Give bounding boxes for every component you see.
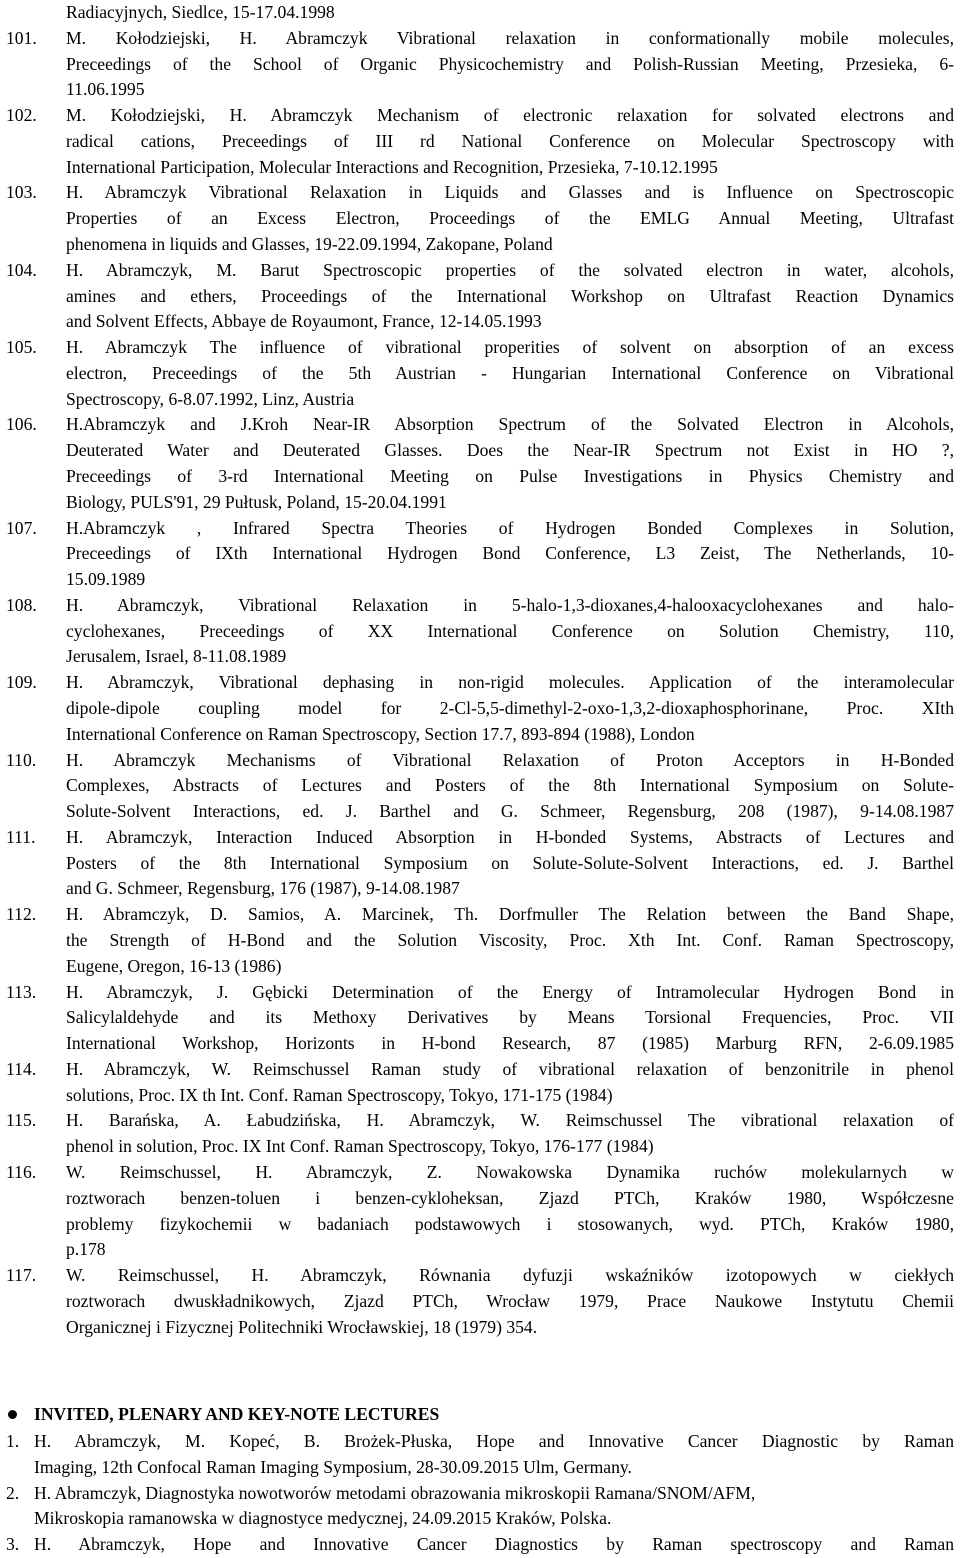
pub-number: 103. [6,182,37,202]
pub-number: 109. [6,672,37,692]
pub-line: roztworach benzen-toluen i benzen-cykloheksan, Zjazd PTCh, Kraków 1980, Współczesne [66,1188,954,1208]
pub-line: amines and ethers, Proceedings of the International Workshop on Ultrafast Reaction Dynamics [66,286,954,306]
pub-line: cyclohexanes, Preceedings of XX International Conference on Solution Chemistry, 110, [66,621,954,641]
section-heading: INVITED, PLENARY AND KEY-NOTE LECTURES [34,1404,440,1424]
pub-line: phenomena in liquids and Glasses, 19-22.09.1994, Zakopane, Poland [66,234,553,254]
pub-number: 106. [6,414,37,434]
pub-line: 15.09.1989 [66,569,146,589]
pub-number: 112. [6,904,37,924]
lecture-number: 3. [6,1534,20,1554]
pub-number: 116. [6,1162,37,1182]
pub-line: radical cations, Preceedings of III rd National Conference on Molecular Spectroscopy with [66,131,954,151]
pub-line: Jerusalem, Israel, 8-11.08.1989 [66,646,287,666]
pub-line: H. Abramczyk, Vibrational Relaxation in 5-halo-1,3-dioxanes,4-halooxacyclohexanes and halo- [66,595,954,615]
pub-line: International Workshop, Horizonts in H-bond Research, 87 (1985) Marburg RFN, 2-6.09.1985 [66,1033,954,1053]
pub-line: Organicznej i Fizycznej Politechniki Wrocławskiej, 18 (1979) 354. [66,1317,538,1337]
pub-line: H. Abramczyk, Interaction Induced Absorption in H-bonded Systems, Abstracts of Lectures and [66,827,954,847]
pub-number: 117. [6,1265,37,1285]
pub-line: International Conference on Raman Spectroscopy, Section 17.7, 893-894 (1988), London [66,724,695,744]
pub-line: problemy fizykochemii w badaniach podstawowych i stosowanych, wyd. PTCh, Kraków 1980, [66,1214,954,1234]
pub-line: Preceedings of the School of Organic Physicochemistry and Polish-Russian Meeting, Przesieka, 6- [66,54,954,74]
pub-line: H. Abramczyk Mechanisms of Vibrational Relaxation of Proton Acceptors in H-Bonded [66,750,954,770]
pub-line: H.Abramczyk and J.Kroh Near-IR Absorption Spectrum of the Solvated Electron in Alcohols, [66,414,954,434]
pub-line: and Solvent Effects, Abbaye de Royaumont, France, 12-14.05.1993 [66,311,542,331]
pub-line: H. Abramczyk, W. Reimschussel Raman study of vibrational relaxation of benzonitrile in phenol [66,1059,954,1079]
lecture-line: Imaging, 12th Confocal Raman Imaging Symposium, 28-30.09.2015 Ulm, Germany. [34,1457,632,1477]
pub-line: M. Kołodziejski, H. Abramczyk Vibrational relaxation in conformationally mobile molecules, [66,28,954,48]
pub-number: 105. [6,337,37,357]
pub-line: H. Abramczyk The influence of vibrational properities of solvent on absorption of an excess [66,337,954,357]
pub-line: H. Abramczyk, M. Barut Spectroscopic properties of the solvated electron in water, alcohols, [66,260,954,280]
pub-line: dipole-dipole coupling model for 2-Cl-5,5-dimethyl-2-oxo-1,3,2-dioxaphosphorinane, Proc. XIth [66,698,954,718]
pub-number: 104. [6,260,37,280]
pub-line: H. Abramczyk, Vibrational dephasing in non-rigid molecules. Application of the interamolecular [66,672,954,692]
pub-line: p.178 [66,1239,106,1259]
pub-line: W. Reimschussel, H. Abramczyk, Z. Nowakowska Dynamika ruchów molekularnych w [66,1162,954,1182]
pub-line: H.Abramczyk , Infrared Spectra Theories of Hydrogen Bonded Complexes in Solution, [66,518,954,538]
pub-number: 102. [6,105,37,125]
pub-number: 108. [6,595,37,615]
pub-line: Deuterated Water and Deuterated Glasses. Does the Near-IR Spectrum not Exist in HO ?, [66,440,954,460]
pub-line: Salicylaldehyde and its Methoxy Derivatives by Means Torsional Frequencies, Proc. VII [66,1007,954,1027]
pub-line: the Strength of H-Bond and the Solution Viscosity, Proc. Xth Int. Conf. Raman Spectroscopy, [66,930,954,950]
pub-line: W. Reimschussel, H. Abramczyk, Równania dyfuzji wskaźników izotopowych w ciekłych [66,1265,954,1285]
pub-line: Preceedings of 3-rd International Meeting on Pulse Investigations in Physics Chemistry and [66,466,954,486]
lecture-line: Mikroskopia ramanowska w diagnostyce medycznej, 24.09.2015 Kraków, Polska. [34,1508,612,1528]
pub-line: H. Abramczyk, D. Samios, A. Marcinek, Th. Dorfmuller The Relation between the Band Shape, [66,904,954,924]
continuation-line: Radiacyjnych, Siedlce, 15-17.04.1998 [66,2,335,22]
pub-number: 113. [6,982,37,1002]
pub-number: 101. [6,28,37,48]
pub-line: H. Abramczyk, J. Gębicki Determination of the Energy of Intramolecular Hydrogen Bond in [66,982,954,1002]
pub-line: Biology, PULS'91, 29 Pułtusk, Poland, 15-20.04.1991 [66,492,447,512]
pub-number: 114. [6,1059,37,1079]
pub-line: International Participation, Molecular Interactions and Recognition, Przesieka, 7-10.12.1995 [66,157,718,177]
pub-line: solutions, Proc. IX th Int. Conf. Raman Spectroscopy, Tokyo, 171-175 (1984) [66,1085,613,1105]
pub-line: Posters of the 8th International Symposium on Solute-Solute-Solvent Interactions, ed. J. Barthel [66,853,954,873]
pub-line: H. Abramczyk Vibrational Relaxation in Liquids and Glasses and is Influence on Spectroscopic [66,182,954,202]
pub-line: Properties of an Excess Electron, Proceedings of the EMLG Annual Meeting, Ultrafast [66,208,954,228]
pub-number: 110. [6,750,37,770]
pub-line: phenol in solution, Proc. IX Int Conf. Raman Spectroscopy, Tokyo, 176-177 (1984) [66,1136,654,1156]
pub-number: 115. [6,1110,37,1130]
lecture-line: H. Abramczyk, Hope and Innovative Cancer Diagnostics by Raman spectroscopy and Raman [34,1534,954,1554]
pub-line: electron, Preceedings of the 5th Austrian - Hungarian International Conference on Vibrational [66,363,954,383]
pub-line: M. Kołodziejski, H. Abramczyk Mechanism of electronic relaxation for solvated electrons and [66,105,954,125]
lecture-line: H. Abramczyk, M. Kopeć, B. Brożek-Płuska, Hope and Innovative Cancer Diagnostic by Raman [34,1431,954,1451]
lecture-number: 1. [6,1431,20,1451]
bullet-icon [8,1410,17,1419]
pub-line: Solute-Solvent Interactions, ed. J. Barthel and G. Schmeer, Regensburg, 208 (1987), 9-14.08.1987 [66,801,954,821]
lecture-number: 2. [6,1483,20,1503]
pub-line: roztworach dwuskładnikowych, Zjazd PTCh, Wrocław 1979, Prace Naukowe Instytutu Chemii [66,1291,954,1311]
pub-line: Eugene, Oregon, 16-13 (1986) [66,956,282,976]
pub-line: Spectroscopy, 6-8.07.1992, Linz, Austria [66,389,355,409]
pub-line: and G. Schmeer, Regensburg, 176 (1987), 9-14.08.1987 [66,878,460,898]
pub-line: Complexes, Abstracts of Lectures and Posters of the 8th International Symposium on Solute- [66,775,954,795]
pub-line: Preceedings of IXth International Hydrogen Bond Conference, L3 Zeist, The Netherlands, 10- [66,543,954,563]
lecture-line: H. Abramczyk, Diagnostyka nowotworów metodami obrazowania mikroskopii Ramana/SNOM/AFM, [34,1483,756,1503]
pub-line: 11.06.1995 [66,79,145,99]
pub-number: 107. [6,518,37,538]
pub-number: 111. [6,827,36,847]
pub-line: H. Barańska, A. Łabudzińska, H. Abramczyk, W. Reimschussel The vibrational relaxation of [66,1110,954,1130]
